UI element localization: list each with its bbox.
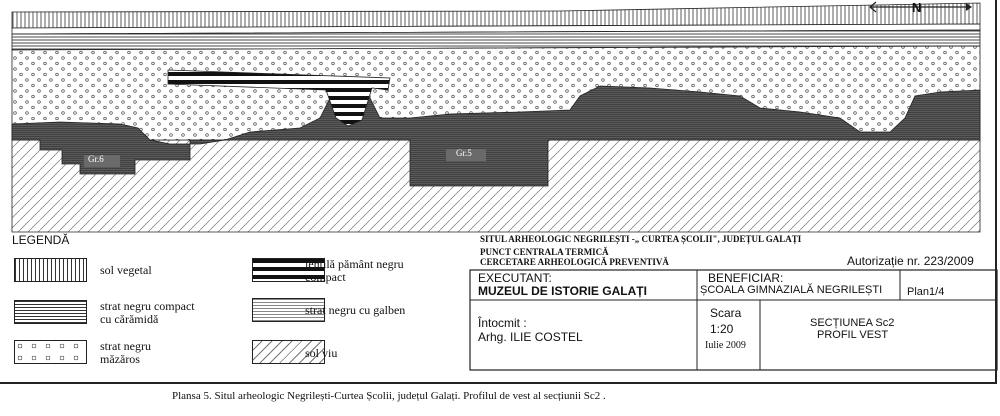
executant-value: MUZEUL DE ISTORIE GALAȚI [478,284,647,298]
legend-label-mazaros: strat negru măzăros [100,339,151,366]
north-label: N [912,0,922,15]
label-gr6: Gr.6 [88,154,104,164]
legend-swatch-strat-compact [14,300,87,324]
legend-swatch-mazaros [14,340,87,364]
label-gr5: Gr.5 [456,148,472,158]
legend-swatch-sol-vegetal [14,258,87,282]
legend-label-lentila: lentilă pământ negru compact [305,257,404,284]
scara-label: Scara [710,306,742,320]
site-point: PUNCT CENTRALA TERMICĂ [480,247,609,257]
authorization: Autorizație nr. 223/2009 [847,254,974,268]
plan-number: Plan1/4 [907,286,945,298]
legend-label-sol-vegetal: sol vegetal [100,263,152,277]
section-subtitle: PROFIL VEST [817,329,889,341]
legend-title: LEGENDĂ [12,233,70,247]
executant-label: EXECUTANT: [478,271,552,285]
intocmit-label: Întocmit : [478,316,527,330]
beneficiar-label: BENEFICIAR: [708,271,784,285]
legend-label-strat-compact: strat negru compact cu cărămidă [100,299,195,326]
intocmit-value: Arhg. ILIE COSTEL [478,330,583,344]
figure-caption: Plansa 5. Situl arheologic Negrilești-Curtea Școlii, județul Galați. Profilul de vest al secțiunii Sc2 . [172,390,606,402]
section-title: SECȚIUNEA Sc2 [810,317,895,329]
plan-date: Iulie 2009 [705,340,746,351]
site-research: CERCETARE ARHEOLOGICĂ PREVENTIVĂ [480,257,669,267]
beneficiar-value: ȘCOALA GIMNAZIALĂ NEGRILEȘTI [700,284,883,296]
legend-label-negru-galben: strat negru cu galben [305,303,406,317]
scara-value: 1:20 [710,322,734,336]
legend-label-sol-viu: sol viu [305,346,338,360]
site-title: SITUL ARHEOLOGIC NEGRILEȘTI -„ CURTEA ȘCOLII", JUDEȚUL GALAȚI [480,234,802,244]
